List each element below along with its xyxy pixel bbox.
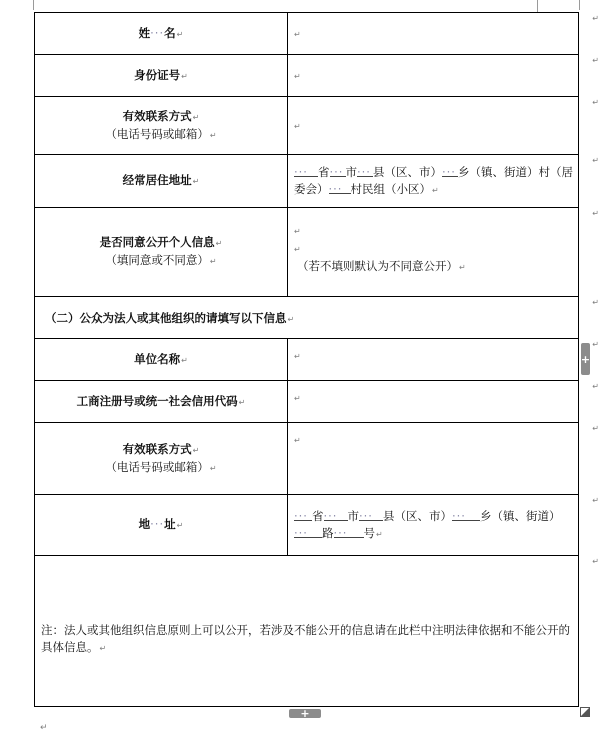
paragraph-mark-icon: ↵ (99, 644, 107, 653)
paragraph-mark-icon: ↵ (432, 185, 439, 195)
blank-underline[interactable]: ··· (359, 508, 383, 521)
unit-input-cell[interactable] (288, 339, 579, 381)
org-contact-sublabel: （电话号码或邮箱）↵ (105, 459, 217, 474)
contact-label: 有效联系方式 (122, 108, 192, 123)
name-label: 姓 (138, 25, 151, 40)
consent-label-cell (35, 208, 288, 297)
row-end-mark-icon: ↵ (592, 209, 599, 218)
org-addr-town: 乡（镇、街道） (480, 508, 561, 523)
paragraph-mark-icon: ↵ (209, 257, 217, 266)
table-row (35, 495, 579, 556)
row-end-mark-icon: ↵ (592, 382, 599, 391)
blank-underline[interactable]: ··· (329, 181, 351, 194)
table-resize-handle-icon[interactable] (580, 707, 590, 717)
paragraph-mark-icon: ↵ (192, 177, 200, 186)
crop-mark-mid (537, 0, 538, 12)
paragraph-mark-icon: ↵ (294, 71, 301, 81)
paragraph-mark-icon: ↵ (294, 227, 301, 236)
paragraph-mark-icon: ↵ (209, 130, 217, 140)
name-label-cell (35, 13, 288, 55)
table-row (35, 97, 579, 155)
address-province: 省 (318, 164, 330, 179)
org-addr-county: 县（区、市） (383, 508, 452, 523)
unit-label: 单位名称 (134, 351, 181, 366)
org-addr-label: 地 (138, 517, 151, 531)
consent-input-cell[interactable] (288, 208, 579, 297)
org-address-input-cell[interactable] (288, 495, 579, 556)
paragraph-mark-icon: ↵ (294, 394, 301, 403)
paragraph-mark-icon: ↵ (459, 263, 466, 272)
table-row (35, 339, 579, 381)
blank-underline[interactable]: ··· (334, 525, 364, 538)
table-row (35, 556, 579, 707)
paragraph-mark-icon: ↵ (376, 529, 383, 539)
row-end-mark-icon: ↵ (592, 156, 599, 165)
paragraph-mark-icon: ↵ (215, 239, 223, 248)
org-contact-label-cell (35, 423, 288, 495)
row-end-mark-icon: ↵ (592, 298, 599, 307)
crop-mark-right (579, 0, 580, 10)
org-addr-city: 市 (347, 508, 359, 523)
paragraph-mark-icon: ↵ (209, 463, 217, 473)
table-row (35, 55, 579, 97)
contact-label-cell (35, 97, 288, 155)
address-label-cell (35, 155, 288, 208)
blank-underline[interactable]: ··· (452, 508, 480, 521)
paragraph-mark-icon: ↵ (181, 71, 188, 81)
reg-label-cell (35, 381, 288, 423)
unit-label-cell (35, 339, 288, 381)
address-input-cell[interactable] (288, 155, 579, 208)
reg-label: 工商注册号或统一社会信用代码 (76, 393, 238, 408)
contact-input-cell[interactable] (288, 97, 579, 155)
consent-hint: （若不填则默认为不同意公开） (297, 259, 458, 273)
blank-underline[interactable]: ··· (357, 164, 373, 177)
blank-underline[interactable]: ··· (330, 164, 346, 177)
note-cell[interactable] (35, 556, 579, 707)
org-address-label-cell (35, 495, 288, 556)
crop-mark-left (33, 0, 34, 10)
table-row (35, 208, 579, 297)
paragraph-mark-icon: ↵ (176, 521, 184, 530)
add-row-handle-icon[interactable]: + (581, 343, 590, 375)
blank-underline[interactable]: ··· (324, 508, 348, 521)
document-end-paragraph-icon: ↵ (40, 723, 48, 733)
blank-underline[interactable]: ··· (294, 164, 318, 177)
row-end-mark-icon: ↵ (592, 14, 599, 23)
row-end-mark-icon: ↵ (592, 496, 599, 505)
table-row (35, 381, 579, 423)
row-end-mark-icon: ↵ (592, 56, 599, 65)
table-row (35, 13, 579, 55)
paragraph-mark-icon: ↵ (294, 29, 301, 39)
address-label: 经常居住地址 (122, 173, 192, 187)
paragraph-mark-icon: ↵ (238, 397, 246, 407)
address-group: 村民组（小区） (350, 181, 431, 196)
label-spacer-dots: ··· (150, 517, 165, 531)
org-addr-road: 路 (322, 525, 334, 540)
table-row (35, 423, 579, 495)
paragraph-mark-icon: ↵ (294, 352, 301, 361)
table-row (35, 155, 579, 208)
table-row (35, 297, 579, 339)
id-label-cell (35, 55, 288, 97)
org-contact-input-cell[interactable] (288, 423, 579, 495)
blank-underline[interactable]: ··· (442, 164, 458, 177)
paragraph-mark-icon: ↵ (181, 355, 188, 365)
address-city: 市 (345, 164, 357, 179)
consent-sublabel: （填同意或不同意）↵ (105, 253, 217, 267)
id-label: 身份证号 (134, 67, 181, 82)
address-county: 县（区、市） (373, 164, 442, 179)
blank-underline[interactable]: ··· (294, 508, 312, 521)
paragraph-mark-icon: ↵ (192, 112, 200, 122)
org-addr-label-2: 址 (164, 517, 176, 531)
section-2-header (35, 297, 579, 339)
label-spacer-dots: ··· (150, 25, 165, 40)
org-contact-label: 有效联系方式 (122, 441, 192, 456)
add-column-handle-icon[interactable]: + (289, 709, 321, 718)
consent-label: 是否同意公开个人信息 (99, 235, 215, 249)
row-end-mark-icon: ↵ (592, 557, 599, 566)
application-form-table (34, 12, 579, 707)
paragraph-mark-icon: ↵ (294, 121, 301, 131)
reg-input-cell[interactable] (288, 381, 579, 423)
paragraph-mark-icon: ↵ (294, 245, 301, 254)
org-addr-province: 省 (312, 508, 324, 523)
paragraph-mark-icon: ↵ (192, 445, 200, 455)
row-end-mark-icon: ↵ (592, 98, 599, 107)
org-addr-number: 号 (363, 525, 375, 540)
paragraph-mark-icon: ↵ (176, 29, 184, 39)
paragraph-mark-icon: ↵ (294, 436, 301, 445)
blank-underline[interactable]: ··· (294, 525, 322, 538)
paragraph-mark-icon: ↵ (287, 314, 295, 324)
id-input-cell[interactable] (288, 55, 579, 97)
contact-sublabel: （电话号码或邮箱）↵ (105, 126, 217, 141)
section-2-title: （二）公众为法人或其他组织的请填写以下信息 (45, 310, 287, 325)
name-input-cell[interactable] (288, 13, 579, 55)
name-label-2: 名 (164, 25, 176, 40)
row-end-mark-icon: ↵ (592, 424, 599, 433)
note-text: 注：法人或其他组织信息原则上可以公开，若涉及不能公开的信息请在此栏中注明法律依据和不能公开的具体信息。 (41, 623, 570, 654)
row-end-mark-icon: ↵ (592, 340, 599, 349)
address-town-village: 乡（镇、街道）村（居委会） (294, 164, 573, 196)
